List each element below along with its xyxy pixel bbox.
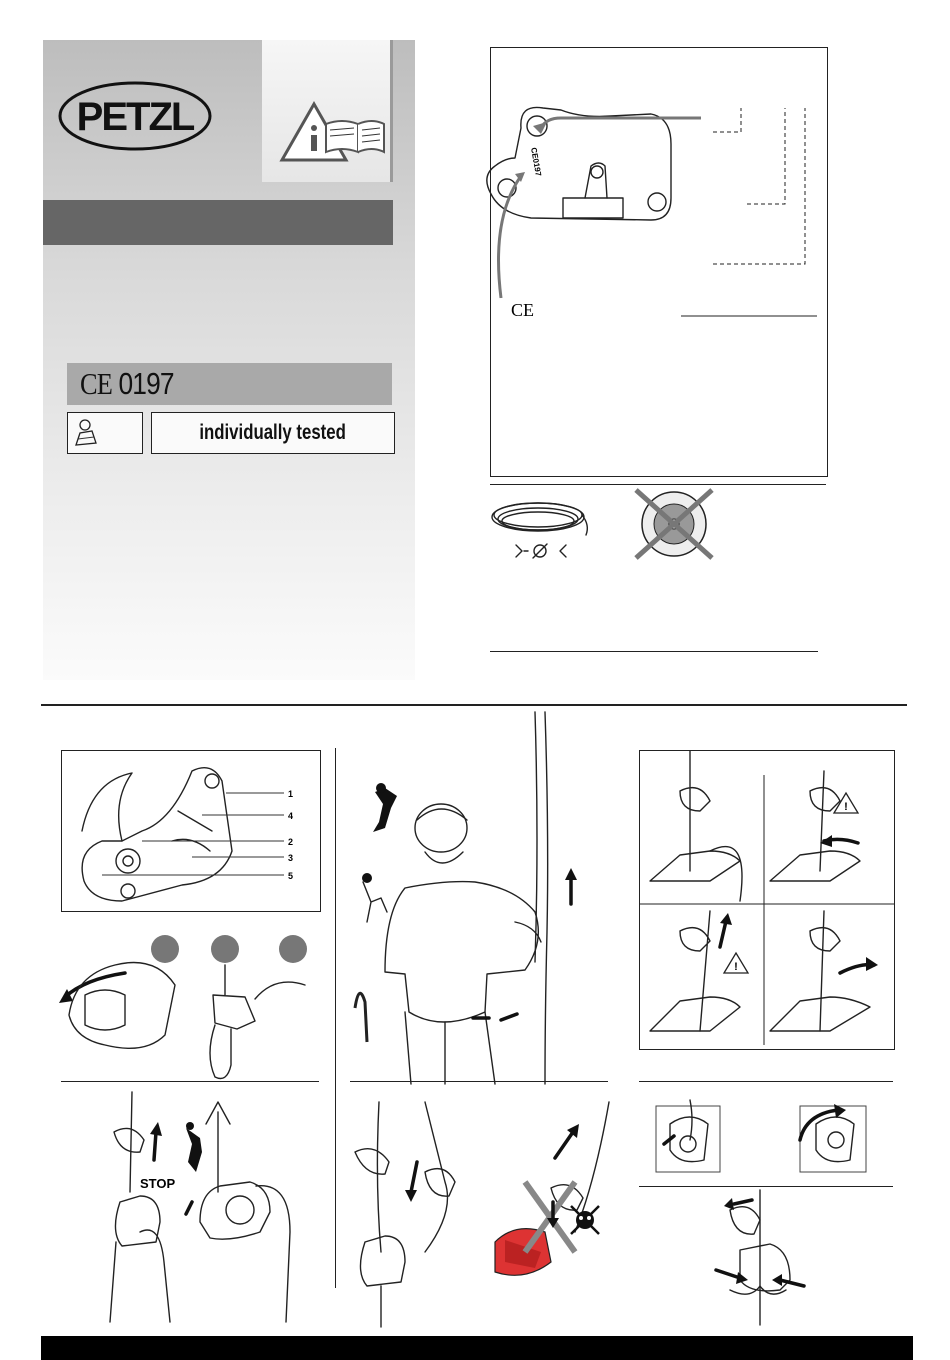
- part-label-5: 5: [288, 871, 294, 881]
- rope-coil: [486, 495, 596, 565]
- belayer-figure: [345, 712, 575, 1084]
- svg-text:!: !: [734, 961, 738, 973]
- ce-certification: [80, 366, 174, 402]
- spec-ce-mark: CE: [511, 300, 535, 320]
- page-divider: [41, 704, 907, 706]
- logo-text: PETZL: [76, 95, 194, 139]
- squeeze-release-figure: [700, 1190, 810, 1325]
- crossed-cable-icon: [628, 488, 718, 563]
- individually-tested-box: [151, 412, 395, 454]
- figure-rule-bottom-right: [639, 1186, 893, 1187]
- stop-label: STOP: [140, 1176, 176, 1191]
- device-spec-box: [490, 47, 828, 477]
- part-label-4: 4: [288, 811, 294, 821]
- petzl-logo: [55, 78, 215, 158]
- rope-coil-icon: [486, 495, 596, 565]
- descent-illustration: [345, 1102, 615, 1327]
- part-label-1: 1: [288, 789, 294, 799]
- figure-rule: [61, 1081, 319, 1082]
- handle-figures: [650, 1100, 880, 1180]
- part-label-3: 3: [288, 853, 294, 863]
- device-engraving: CE0197: [529, 146, 543, 177]
- manual-info-box: [262, 40, 393, 182]
- individually-tested-label: individually tested: [199, 421, 347, 444]
- column-divider: [335, 748, 336, 1288]
- belayer-illustration: [345, 712, 575, 1084]
- parts-diagram: [61, 750, 321, 912]
- ce-mark: CE: [80, 366, 112, 401]
- device-marking-diagram: [491, 48, 827, 476]
- part-label-2: 2: [288, 837, 294, 847]
- spec-divider: [490, 484, 826, 485]
- fall-arrest-illustration: [100, 1092, 300, 1322]
- footer-bar: [41, 1336, 913, 1360]
- fall-arrest-figure: [100, 1092, 300, 1322]
- installation-illustration: [55, 925, 325, 1080]
- feeding-rope-illustration: [640, 751, 894, 1049]
- descent-figure: [345, 1102, 615, 1327]
- title-bar: [43, 200, 393, 245]
- handle-illustration: [650, 1100, 880, 1180]
- cable-not-allowed: [628, 488, 718, 563]
- figure-rule-right: [639, 1081, 893, 1082]
- notified-body-number: 0197: [118, 366, 174, 401]
- figure-rule-mid: [350, 1081, 608, 1082]
- feeding-rope-panels: [639, 750, 895, 1050]
- device-parts-illustration: [62, 751, 320, 911]
- svg-text:!: !: [844, 801, 848, 813]
- installation-figure: [55, 925, 325, 1080]
- device-test-icon: [68, 413, 142, 453]
- squeeze-release-illustration: [700, 1190, 810, 1325]
- test-icon-box: [67, 412, 143, 454]
- manual-info-icon: [262, 40, 390, 182]
- section-underline: [490, 651, 818, 652]
- skull-crossbones-icon: [571, 1206, 599, 1234]
